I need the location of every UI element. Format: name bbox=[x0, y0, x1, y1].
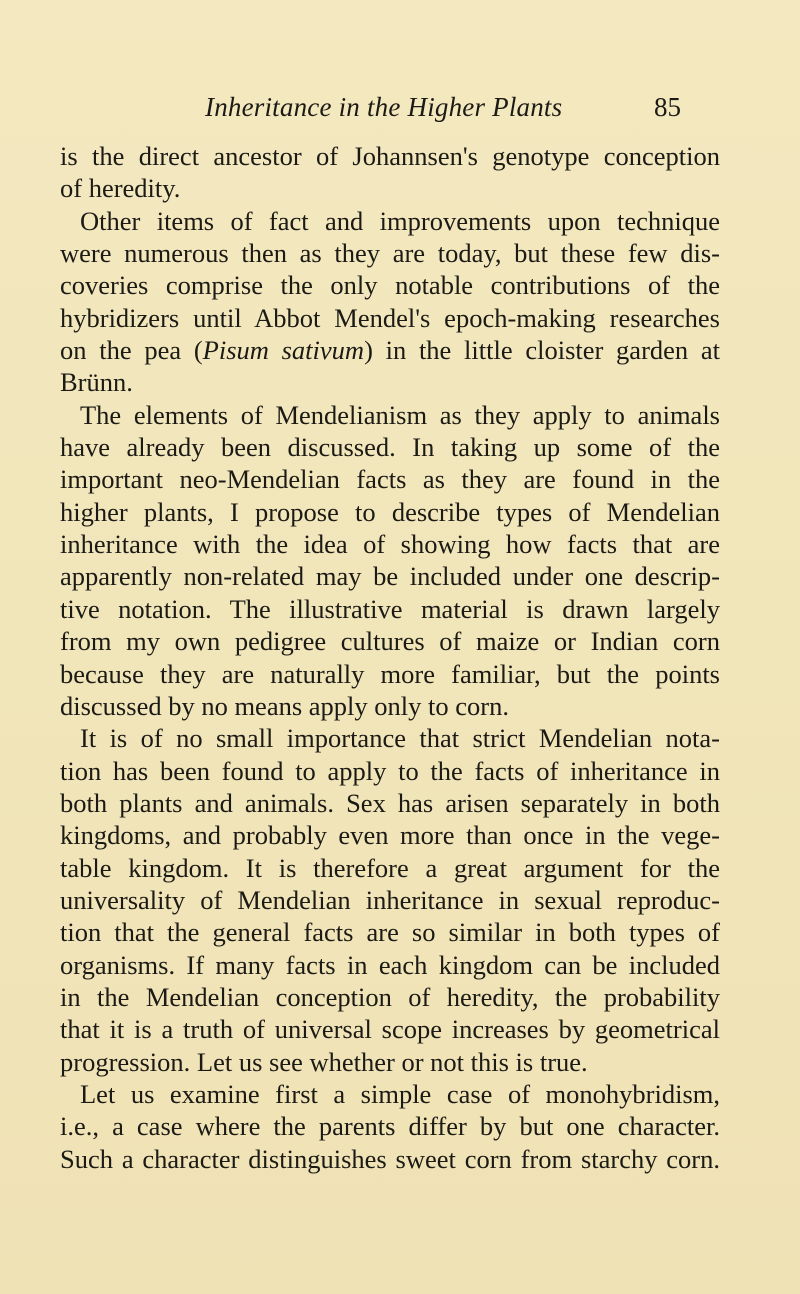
text-line: kingdoms, and probably even more than once in the vege- bbox=[60, 820, 720, 851]
text-line: higher plants, I propose to describe types of Mendelian bbox=[60, 496, 720, 527]
running-title: Inheritance in the Higher Plants bbox=[205, 92, 563, 122]
text-line: is the direct ancestor of Johannsen's genotype conception bbox=[60, 141, 720, 171]
text-line: of heredity. bbox=[60, 173, 181, 204]
text-line: important neo-Mendelian facts as they are found in the bbox=[60, 464, 720, 495]
text-line: organisms. If many facts in each kingdom can be included bbox=[60, 949, 720, 980]
text-line: Other items of fact and improvements upon technique bbox=[80, 205, 720, 236]
text-line: progression. Let us see whether or not this is true. bbox=[60, 1046, 588, 1077]
text-line: that it is a truth of universal scope increases by geometrical bbox=[60, 1014, 720, 1045]
text-line: Let us examine first a simple case of monohybridism, bbox=[80, 1078, 720, 1109]
text-line: apparently non-related may be included under one descrip- bbox=[60, 561, 720, 592]
text-line: have already been discussed. In taking up some of the bbox=[60, 432, 720, 463]
text-line: from my own pedigree cultures of maize or Indian corn bbox=[60, 626, 720, 657]
text-line: table kingdom. It is therefore a great argument for the bbox=[60, 852, 720, 883]
text-line: Such a character distinguishes sweet corn from starchy corn. bbox=[60, 1143, 720, 1174]
text-line: because they are naturally more familiar, but the points bbox=[60, 658, 720, 689]
text-line: tion that the general facts are so similar in both types of bbox=[60, 917, 720, 948]
species-name: Pisum sativum bbox=[202, 335, 365, 366]
text-line: tion has been found to apply to the facts of inheritance in bbox=[60, 755, 720, 786]
text-line: in the Mendelian conception of heredity, the probability bbox=[60, 981, 720, 1012]
text-line: were numerous then as they are today, but these few dis- bbox=[60, 238, 720, 269]
text-line: The elements of Mendelianism as they apply to animals bbox=[80, 399, 720, 430]
text-line-with-italic bbox=[60, 334, 720, 366]
text-line: both plants and animals. Sex has arisen separately in both bbox=[60, 787, 720, 818]
text-fragment: on the pea ( bbox=[60, 335, 203, 366]
text-line: universality of Mendelian inheritance in sexual reproduc- bbox=[60, 884, 720, 915]
running-head bbox=[0, 92, 800, 128]
text-fragment: ) in the little cloister garden at bbox=[364, 335, 721, 366]
text-line: inheritance with the idea of showing how facts that are bbox=[60, 529, 720, 560]
text-line: It is of no small importance that strict Mendelian nota- bbox=[80, 723, 720, 754]
text-line: i.e., a case where the parents differ by but one character. bbox=[60, 1111, 720, 1142]
text-line: hybridizers until Abbot Mendel's epoch-making researches bbox=[60, 302, 720, 333]
body-text bbox=[60, 140, 720, 1175]
text-line: tive notation. The illustrative material is drawn largely bbox=[60, 593, 720, 624]
text-line: discussed by no means apply only to corn. bbox=[60, 690, 509, 721]
text-line: Brünn. bbox=[60, 367, 133, 398]
text-line: coveries comprise the only notable contributions of the bbox=[60, 270, 720, 301]
page-number: 85 bbox=[654, 92, 681, 122]
